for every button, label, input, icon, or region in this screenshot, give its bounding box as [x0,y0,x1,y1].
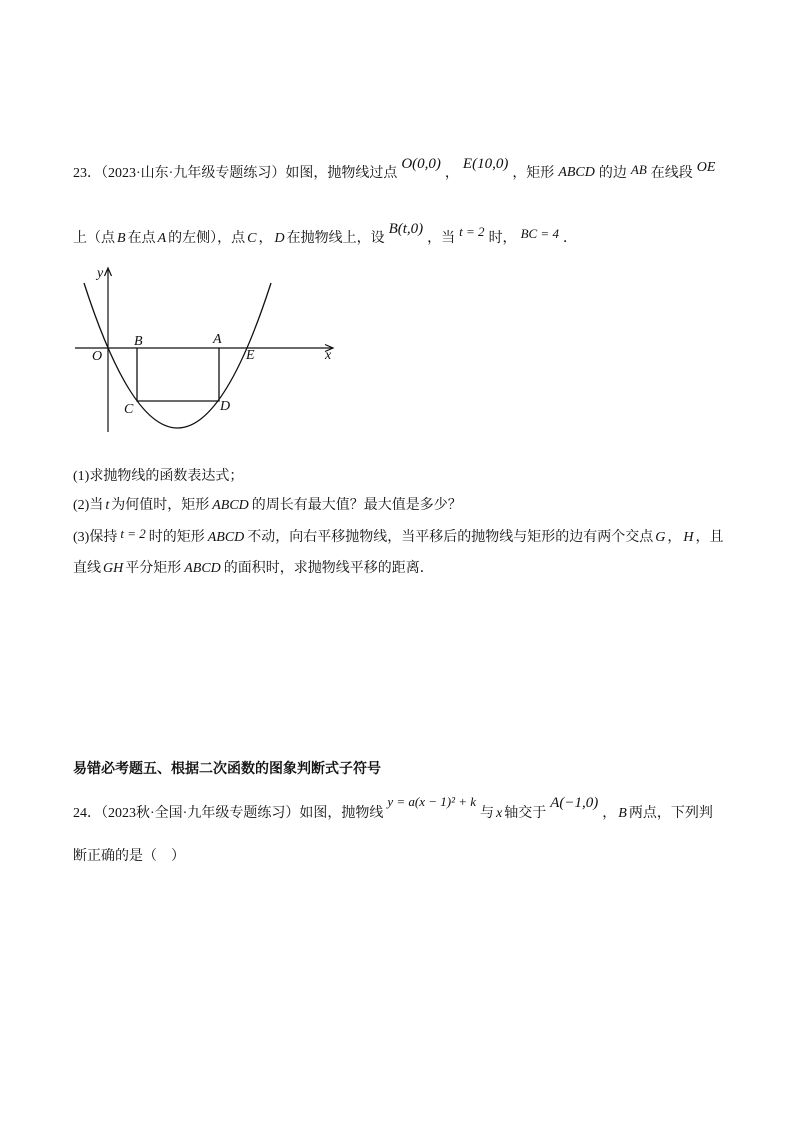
point-a-formula: A(−1,0) [550,795,599,811]
q23-part-3-text: 的面积时，求抛物线平移的距离． [223,561,434,576]
q23-part-2-text: (2)当 [73,498,104,513]
point-g-letter: G [655,530,666,545]
segment-oe-formula: OE [696,160,716,175]
q24-stem-line-2 [73,847,185,867]
point-h-letter: H [683,530,694,545]
q23-part-1-text: (1)求抛物线的函数表达式； [73,469,244,484]
point-b-letter: B [117,231,126,246]
q24-stem-text: 与 [480,806,495,821]
q23-part-3-text: 不动，向右平移抛物线，当平移后的抛物线与矩形的边有两个交点 [247,530,654,545]
q23-part-3-text: ， [667,530,682,545]
q23-part-2-text: 为何值时，矩形 [111,498,210,513]
variable-t: t [105,498,110,513]
q23-stem-line-1 [73,156,719,183]
point-c-label: C [124,402,134,417]
rectangle-abcd [137,348,219,401]
q23-stem-text: 在抛物线上，设 [286,231,385,246]
q23-source: （2023·山东·九年级专题练习） [101,166,286,181]
parabola-curve [84,283,271,428]
q24-stem-text: ， [602,806,617,821]
q23-part-3-text: 平分矩形 [125,561,182,576]
rectangle-abcd-formula: ABCD [558,165,595,180]
q23-part-3-text: (3)保持 [73,530,118,545]
q24-number: 24． [73,806,101,821]
q23-part-1 [73,467,243,487]
q23-part-3-line-1 [73,527,724,547]
q24-source: （2023秋·全国·九年级专题练习） [101,806,300,821]
rectangle-abcd-formula: ABCD [212,498,249,513]
point-a-label: A [213,332,222,347]
q23-part-2-text: 的周长有最大值？最大值是多少？ [251,498,462,513]
point-d-label: D [220,399,231,414]
q23-stem-text: ． [562,231,577,246]
t-equals-2-formula: t = 2 [459,224,485,239]
q23-stem-text: ，当 [427,231,456,246]
q24-stem-text: 轴交于 [504,806,547,821]
q23-number: 23． [73,166,101,181]
q24-stem-text: 如图，抛物线 [299,806,384,821]
section-heading: 易错必考题五、根据二次函数的图象判断式子符号 [73,762,381,777]
point-b-formula: B(t,0) [388,221,424,237]
q23-stem-line-2 [73,221,577,248]
rectangle-abcd-formula: ABCD [184,561,221,576]
q23-stem-text: ，矩形 [512,166,555,181]
bc-equals-4-formula: BC = 4 [520,226,559,241]
q23-stem-text: 在点 [127,231,156,246]
q23-stem-text: 的边 [598,166,627,181]
q23-part-3-text: 直线 [73,561,101,576]
q24-stem-text: 断正确的是（ ） [73,849,185,864]
point-d-letter: D [274,231,285,246]
q23-stem-text: 在线段 [650,166,693,181]
point-b-letter: B [618,806,627,821]
t-equals-2-formula: t = 2 [120,526,146,541]
line-gh-letters: GH [103,561,124,576]
point-a-letter: A [157,231,167,246]
rectangle-abcd-formula: ABCD [207,530,245,545]
point-e-formula: E(10,0) [462,156,509,172]
point-e-label: E [246,348,255,363]
q23-stem-text: ， [444,166,459,181]
q23-stem-text: 的左侧），点 [168,231,246,246]
x-axis-label: x [325,348,332,363]
q23-stem-text: 如图，抛物线过点 [285,166,398,181]
variable-x: x [496,806,503,821]
q23-part-2 [73,496,462,516]
q23-part-3-line-2 [73,559,434,579]
q23-stem-text: 时， [488,231,517,246]
q23-stem-text: ， [258,231,273,246]
origin-label: O [92,349,103,364]
q23-parabola-figure [70,260,340,440]
q24-stem-line-1 [73,794,713,823]
y-axis-label: y [97,266,104,281]
q23-stem-text: 上（点 [73,231,115,246]
q23-part-3-text: ，且 [695,530,724,545]
q24-stem-text: 两点，下列判 [628,806,713,821]
q23-part-3-text: 时的矩形 [148,530,205,545]
segment-ab-formula: AB [630,162,647,177]
point-o-formula: O(0,0) [401,156,441,172]
parabola-equation-formula: y = a(x − 1)² + k [387,794,477,809]
point-b-label: B [134,334,143,349]
point-c-letter: C [247,231,257,246]
